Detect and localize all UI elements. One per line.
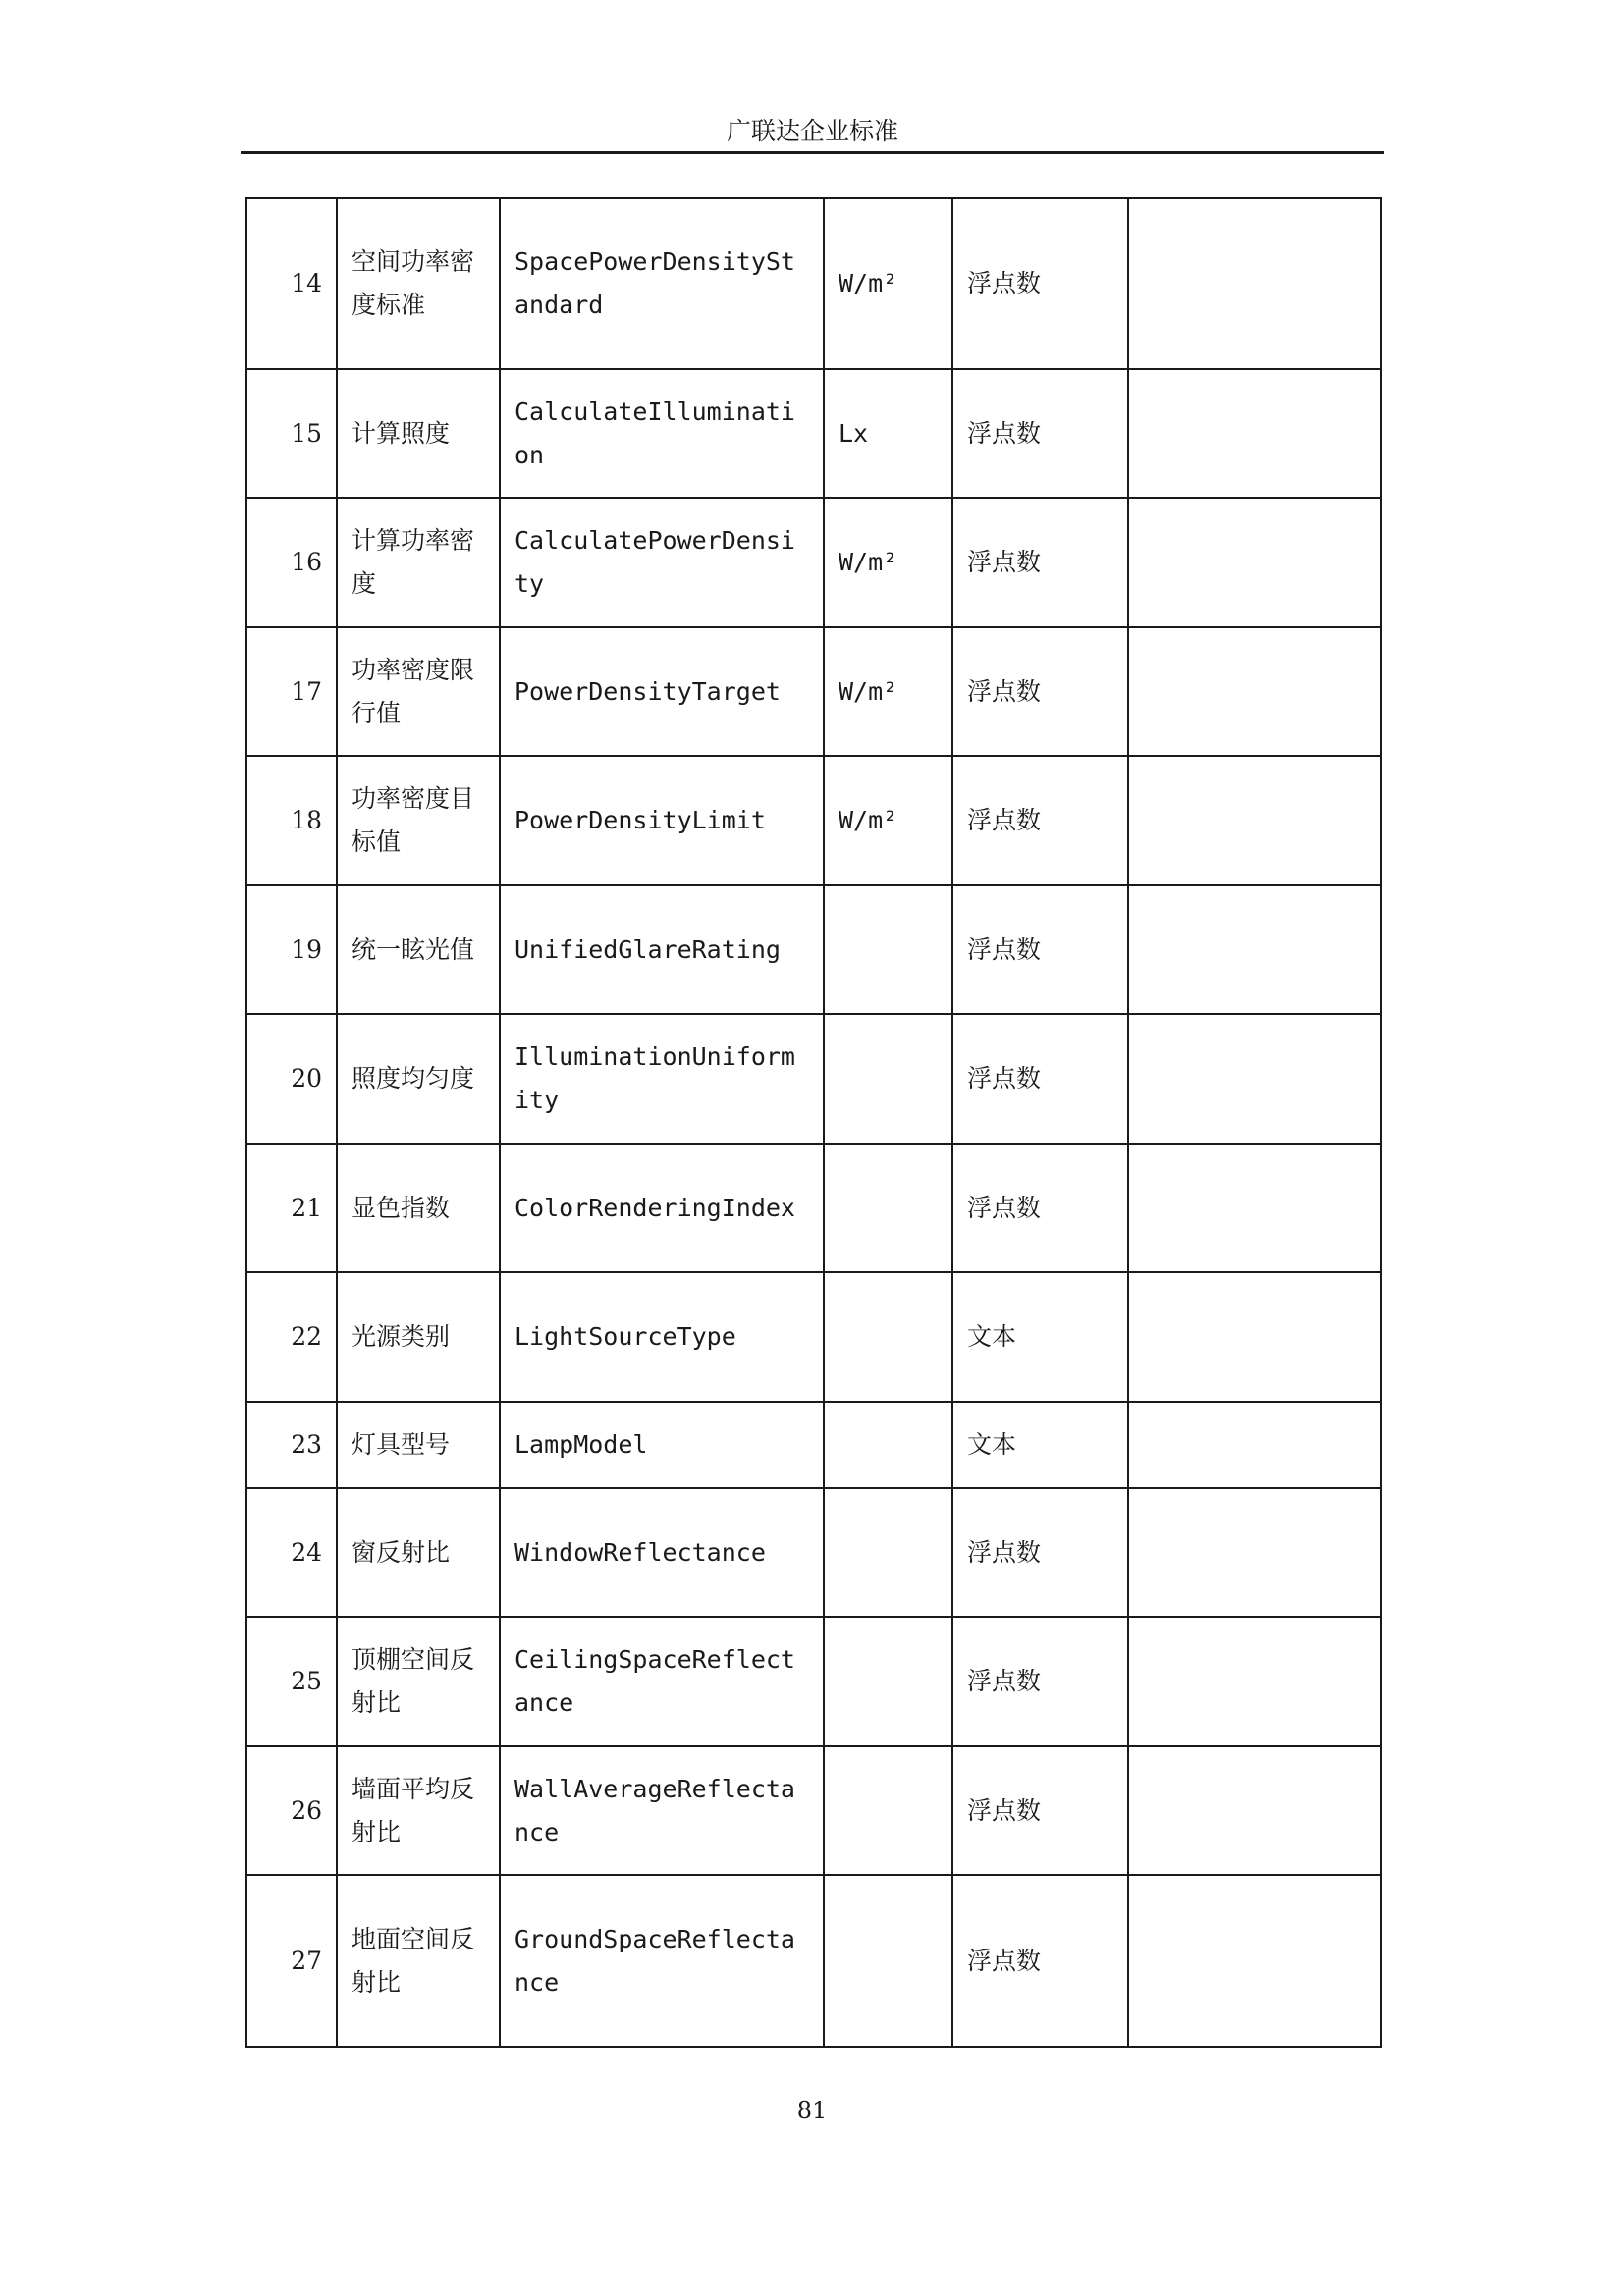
attribute-table xyxy=(245,197,1382,2048)
attribute-note xyxy=(1128,1488,1381,1617)
attribute-note xyxy=(1128,498,1381,627)
attribute-field-name: LightSourceType xyxy=(500,1272,824,1402)
header-rule xyxy=(241,151,1384,154)
attribute-note xyxy=(1128,1272,1381,1402)
row-number: 15 xyxy=(246,369,337,498)
attribute-unit xyxy=(824,1272,952,1402)
page-number: 81 xyxy=(796,2097,828,2124)
row-number: 23 xyxy=(246,1402,337,1488)
row-number: 22 xyxy=(246,1272,337,1402)
attribute-unit: Lx xyxy=(824,369,952,498)
attribute-data-type: 文本 xyxy=(952,1272,1128,1402)
attribute-chinese-name: 照度均匀度 xyxy=(337,1014,500,1144)
attribute-unit xyxy=(824,1488,952,1617)
attribute-data-type: 文本 xyxy=(952,1402,1128,1488)
table-row xyxy=(246,498,1381,627)
attribute-field-name: PowerDensityTarget xyxy=(500,627,824,756)
attribute-data-type: 浮点数 xyxy=(952,627,1128,756)
attribute-field-name: SpacePowerDensityStandard xyxy=(500,198,824,369)
attribute-note xyxy=(1128,1144,1381,1272)
row-number: 26 xyxy=(246,1746,337,1875)
attribute-field-name: CeilingSpaceReflectance xyxy=(500,1617,824,1746)
table-row xyxy=(246,1272,1381,1402)
attribute-field-name: GroundSpaceReflectance xyxy=(500,1875,824,2047)
attribute-data-type: 浮点数 xyxy=(952,1014,1128,1144)
table-row xyxy=(246,369,1381,498)
attribute-data-type: 浮点数 xyxy=(952,1144,1128,1272)
attribute-data-type: 浮点数 xyxy=(952,198,1128,369)
attribute-field-name: IlluminationUniformity xyxy=(500,1014,824,1144)
table-row xyxy=(246,1617,1381,1746)
attribute-note xyxy=(1128,627,1381,756)
attribute-note xyxy=(1128,885,1381,1014)
attribute-unit: W/m² xyxy=(824,756,952,885)
table-row xyxy=(246,1746,1381,1875)
attribute-chinese-name: 功率密度限行值 xyxy=(337,627,500,756)
attribute-chinese-name: 灯具型号 xyxy=(337,1402,500,1488)
attribute-field-name: LampModel xyxy=(500,1402,824,1488)
attribute-data-type: 浮点数 xyxy=(952,756,1128,885)
table-row xyxy=(246,756,1381,885)
table-row xyxy=(246,627,1381,756)
attribute-chinese-name: 顶棚空间反射比 xyxy=(337,1617,500,1746)
attribute-field-name: ColorRenderingIndex xyxy=(500,1144,824,1272)
row-number: 14 xyxy=(246,198,337,369)
attribute-note xyxy=(1128,1014,1381,1144)
attribute-data-type: 浮点数 xyxy=(952,369,1128,498)
row-number: 16 xyxy=(246,498,337,627)
attribute-data-type: 浮点数 xyxy=(952,1617,1128,1746)
attribute-data-type: 浮点数 xyxy=(952,885,1128,1014)
attribute-chinese-name: 地面空间反射比 xyxy=(337,1875,500,2047)
attribute-unit xyxy=(824,1014,952,1144)
attribute-chinese-name: 光源类别 xyxy=(337,1272,500,1402)
attribute-chinese-name: 窗反射比 xyxy=(337,1488,500,1617)
attribute-chinese-name: 空间功率密度标准 xyxy=(337,198,500,369)
attribute-unit xyxy=(824,1617,952,1746)
attribute-table-body xyxy=(246,198,1381,2047)
row-number: 20 xyxy=(246,1014,337,1144)
attribute-unit xyxy=(824,1144,952,1272)
attribute-field-name: UnifiedGlareRating xyxy=(500,885,824,1014)
attribute-note xyxy=(1128,756,1381,885)
row-number: 17 xyxy=(246,627,337,756)
attribute-field-name: PowerDensityLimit xyxy=(500,756,824,885)
attribute-unit xyxy=(824,1746,952,1875)
table-row xyxy=(246,1402,1381,1488)
attribute-note xyxy=(1128,1875,1381,2047)
row-number: 25 xyxy=(246,1617,337,1746)
attribute-chinese-name: 计算功率密度 xyxy=(337,498,500,627)
row-number: 19 xyxy=(246,885,337,1014)
table-row xyxy=(246,1014,1381,1144)
attribute-chinese-name: 计算照度 xyxy=(337,369,500,498)
attribute-note xyxy=(1128,369,1381,498)
table-row xyxy=(246,198,1381,369)
attribute-data-type: 浮点数 xyxy=(952,498,1128,627)
attribute-chinese-name: 显色指数 xyxy=(337,1144,500,1272)
attribute-unit: W/m² xyxy=(824,198,952,369)
attribute-chinese-name: 统一眩光值 xyxy=(337,885,500,1014)
page-header-title: 广联达企业标准 xyxy=(726,117,898,145)
attribute-data-type: 浮点数 xyxy=(952,1488,1128,1617)
attribute-note xyxy=(1128,1617,1381,1746)
attribute-chinese-name: 墙面平均反射比 xyxy=(337,1746,500,1875)
attribute-data-type: 浮点数 xyxy=(952,1746,1128,1875)
attribute-chinese-name: 功率密度目标值 xyxy=(337,756,500,885)
table-row xyxy=(246,1144,1381,1272)
attribute-unit: W/m² xyxy=(824,627,952,756)
attribute-note xyxy=(1128,1402,1381,1488)
attribute-field-name: CalculatePowerDensity xyxy=(500,498,824,627)
attribute-field-name: WindowReflectance xyxy=(500,1488,824,1617)
row-number: 24 xyxy=(246,1488,337,1617)
attribute-unit xyxy=(824,1402,952,1488)
table-row xyxy=(246,885,1381,1014)
table-row xyxy=(246,1875,1381,2047)
attribute-field-name: WallAverageReflectance xyxy=(500,1746,824,1875)
attribute-field-name: CalculateIllumination xyxy=(500,369,824,498)
row-number: 27 xyxy=(246,1875,337,2047)
attribute-note xyxy=(1128,198,1381,369)
row-number: 18 xyxy=(246,756,337,885)
attribute-unit xyxy=(824,885,952,1014)
table-row xyxy=(246,1488,1381,1617)
attribute-note xyxy=(1128,1746,1381,1875)
attribute-unit: W/m² xyxy=(824,498,952,627)
row-number: 21 xyxy=(246,1144,337,1272)
attribute-data-type: 浮点数 xyxy=(952,1875,1128,2047)
attribute-unit xyxy=(824,1875,952,2047)
